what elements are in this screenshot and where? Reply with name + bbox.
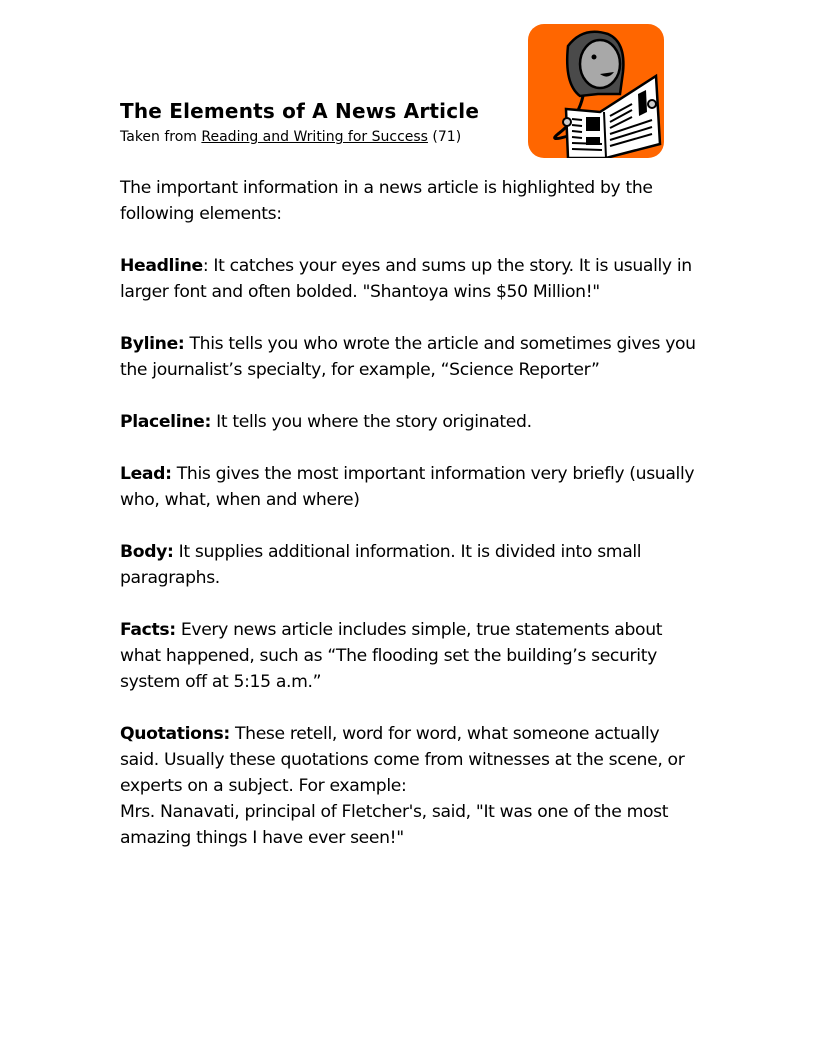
- page-title: The Elements of A News Article: [120, 99, 480, 123]
- element-quotations: [120, 721, 700, 851]
- term-label: Headline: [120, 256, 203, 276]
- element-lead: [120, 461, 700, 513]
- term-label: Quotations:: [120, 724, 230, 744]
- term-definition: It tells you where the story originated.: [216, 412, 532, 432]
- term-label: Byline:: [120, 334, 185, 354]
- element-headline: Headline: It catches your eyes and sums up the story. It is usually in larger font and often bolded. "Shantoya wins $50 Million!": [120, 256, 692, 302]
- article-body: [120, 175, 700, 877]
- intro-paragraph: The important information in a news article is highlighted by the following elements:: [120, 178, 653, 224]
- term-definition: It catches your eyes and sums up the story. It is usually in larger font and often bolded. "Shantoya wins $50 Million!": [120, 256, 692, 302]
- term-definition: This gives the most important information very briefly (usually who, what, when and where): [120, 464, 695, 510]
- term-definition: Every news article includes simple, true statements about what happened, such as “The flooding set the building’s security system off at 5:15 a.m.”: [120, 620, 663, 692]
- element-placeline: [120, 409, 700, 435]
- source-prefix: Taken from: [120, 129, 202, 145]
- term-label: Body:: [120, 542, 174, 562]
- element-body: [120, 539, 700, 591]
- element-facts: [120, 617, 700, 695]
- person-reading-newspaper-icon: [528, 24, 664, 158]
- source-page: (71): [427, 129, 462, 145]
- term-definition: This tells you who wrote the article and sometimes gives you the journalist’s specialty, for example, “Science Reporter”: [120, 334, 696, 380]
- element-byline: [120, 331, 700, 383]
- source-book-title: Reading and Writing for Success: [201, 129, 428, 145]
- quotation-example: Mrs. Nanavati, principal of Fletcher's, said, "It was one of the most amazing things I have ever seen!": [120, 802, 669, 848]
- term-label: Placeline:: [120, 412, 211, 432]
- term-label: Lead:: [120, 464, 172, 484]
- term-definition: These retell, word for word, what someone actually said. Usually these quotations come from witnesses at the scene, or experts on a subject. For example:: [120, 724, 685, 796]
- term-label: Facts:: [120, 620, 176, 640]
- term-definition: It supplies additional information. It is divided into small paragraphs.: [120, 542, 642, 588]
- source-citation: [120, 129, 461, 145]
